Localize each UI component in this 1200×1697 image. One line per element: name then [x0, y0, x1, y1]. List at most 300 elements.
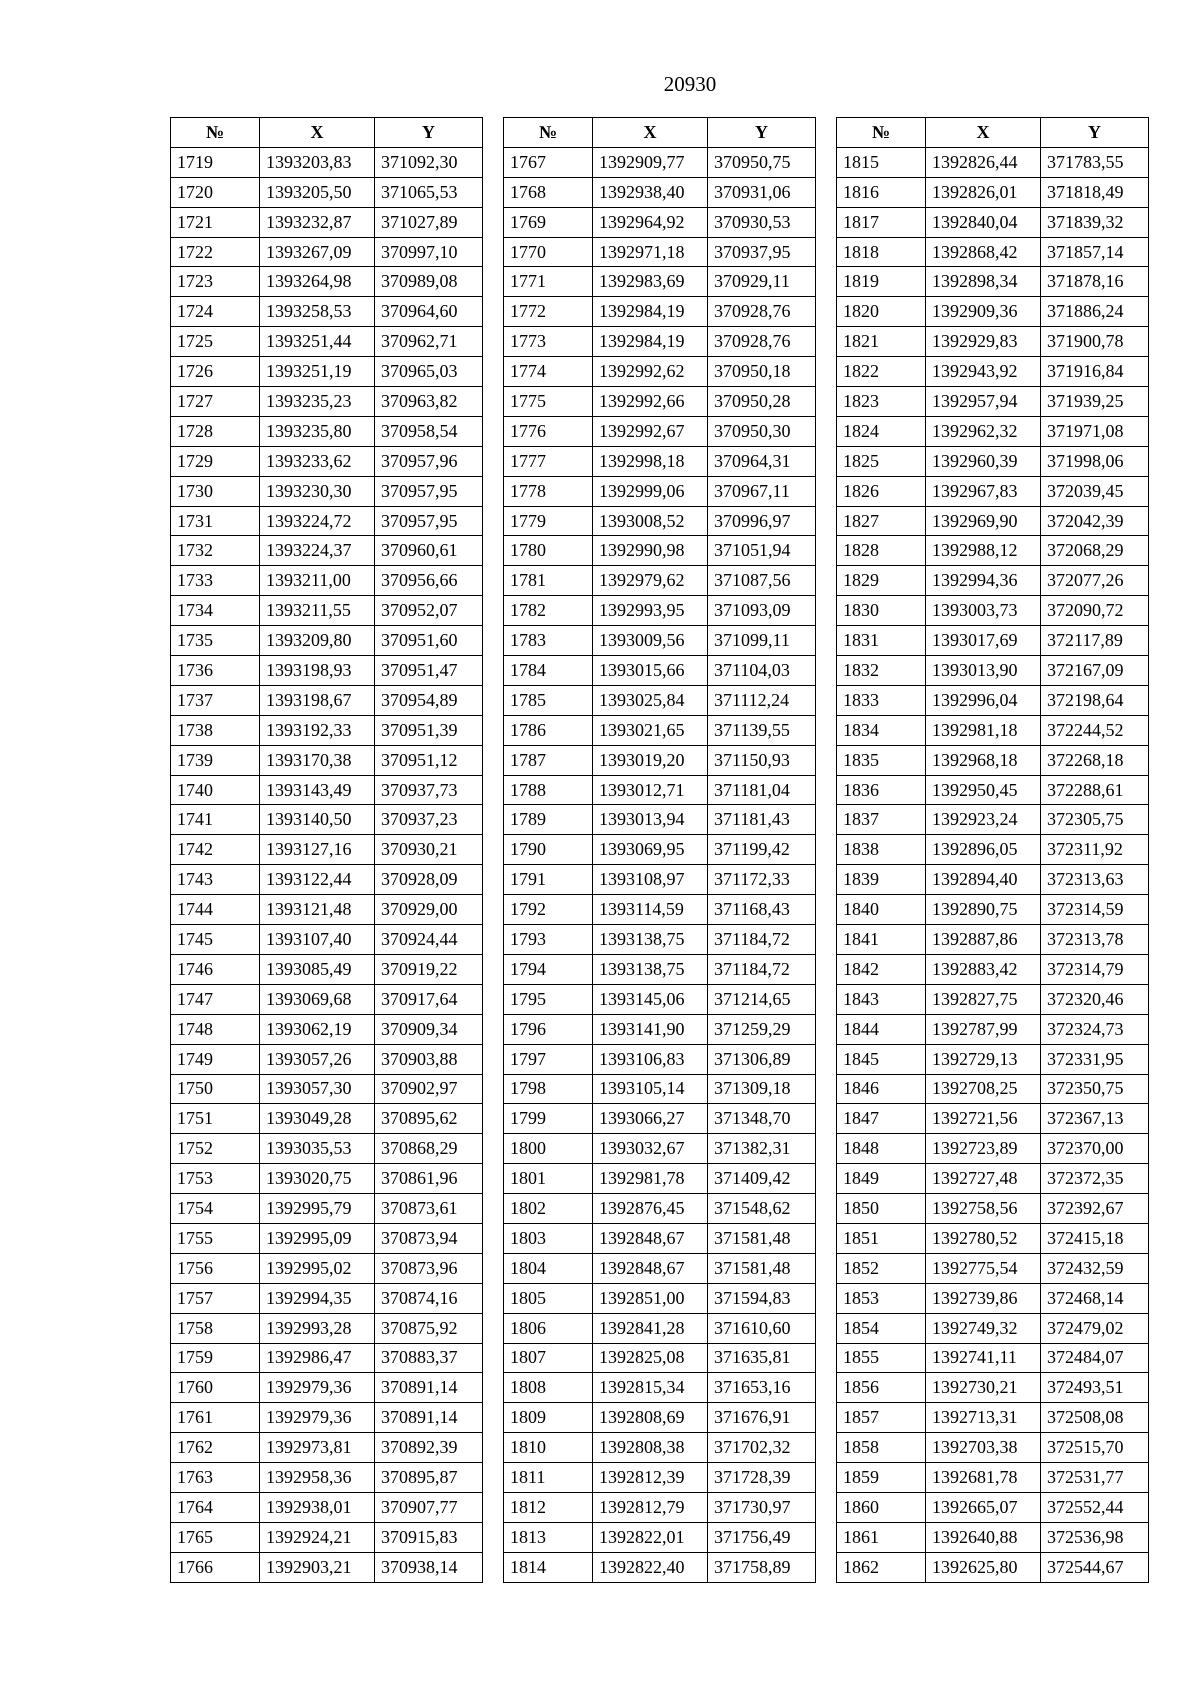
y-coordinate: 371199,42 — [708, 835, 816, 865]
table-row — [837, 1433, 1149, 1463]
x-coordinate: 1392964,92 — [593, 207, 708, 237]
table-row — [504, 237, 816, 267]
x-coordinate: 1392787,99 — [926, 1014, 1041, 1044]
point-number: 1733 — [171, 566, 260, 596]
point-number: 1824 — [837, 416, 926, 446]
table-row — [171, 476, 483, 506]
x-coordinate: 1392827,75 — [926, 984, 1041, 1014]
y-coordinate: 372244,52 — [1041, 715, 1149, 745]
table-row — [171, 1253, 483, 1283]
x-coordinate: 1393025,84 — [593, 685, 708, 715]
y-coordinate: 370963,82 — [375, 387, 483, 417]
x-coordinate: 1392665,07 — [926, 1492, 1041, 1522]
y-coordinate: 372531,77 — [1041, 1463, 1149, 1493]
point-number: 1849 — [837, 1164, 926, 1194]
table-row — [171, 596, 483, 626]
x-coordinate: 1392968,18 — [926, 745, 1041, 775]
point-number: 1729 — [171, 446, 260, 476]
y-coordinate: 372432,59 — [1041, 1253, 1149, 1283]
x-coordinate: 1392981,78 — [593, 1164, 708, 1194]
y-coordinate: 370861,96 — [375, 1164, 483, 1194]
table-row — [504, 267, 816, 297]
y-coordinate: 370996,97 — [708, 506, 816, 536]
x-coordinate: 1392851,00 — [593, 1283, 708, 1313]
table-row — [504, 1373, 816, 1403]
point-number: 1862 — [837, 1552, 926, 1582]
point-number: 1805 — [504, 1283, 593, 1313]
table-row — [171, 984, 483, 1014]
point-number: 1822 — [837, 357, 926, 387]
table-row — [171, 416, 483, 446]
table-row — [837, 1283, 1149, 1313]
x-coordinate: 1392994,36 — [926, 566, 1041, 596]
point-number: 1846 — [837, 1074, 926, 1104]
y-coordinate: 370928,76 — [708, 297, 816, 327]
point-number: 1780 — [504, 536, 593, 566]
x-coordinate: 1393069,95 — [593, 835, 708, 865]
x-coordinate: 1392822,01 — [593, 1522, 708, 1552]
table-row — [837, 416, 1149, 446]
table-row — [504, 984, 816, 1014]
x-coordinate: 1392729,13 — [926, 1044, 1041, 1074]
point-number: 1777 — [504, 446, 593, 476]
point-number: 1860 — [837, 1492, 926, 1522]
point-number: 1852 — [837, 1253, 926, 1283]
y-coordinate: 371027,89 — [375, 207, 483, 237]
table-row — [171, 1522, 483, 1552]
x-coordinate: 1392681,78 — [926, 1463, 1041, 1493]
y-coordinate: 371184,72 — [708, 954, 816, 984]
x-coordinate: 1392979,36 — [260, 1373, 375, 1403]
table-row — [504, 1014, 816, 1044]
header-y: Y — [1041, 118, 1149, 148]
point-number: 1723 — [171, 267, 260, 297]
y-coordinate: 372493,51 — [1041, 1373, 1149, 1403]
table-row — [504, 925, 816, 955]
x-coordinate: 1393233,62 — [260, 446, 375, 476]
y-coordinate: 370891,14 — [375, 1403, 483, 1433]
y-coordinate: 370967,11 — [708, 476, 816, 506]
table-row — [171, 536, 483, 566]
point-number: 1787 — [504, 745, 593, 775]
y-coordinate: 372536,98 — [1041, 1522, 1149, 1552]
header-number: № — [504, 118, 593, 148]
y-coordinate: 370919,22 — [375, 954, 483, 984]
table-row — [504, 1223, 816, 1253]
x-coordinate: 1392898,34 — [926, 267, 1041, 297]
table-row — [837, 596, 1149, 626]
y-coordinate: 370957,95 — [375, 506, 483, 536]
y-coordinate: 370875,92 — [375, 1313, 483, 1343]
point-number: 1735 — [171, 626, 260, 656]
x-coordinate: 1392708,25 — [926, 1074, 1041, 1104]
point-number: 1750 — [171, 1074, 260, 1104]
x-coordinate: 1392840,04 — [926, 207, 1041, 237]
x-coordinate: 1393085,49 — [260, 954, 375, 984]
table-row — [504, 775, 816, 805]
point-number: 1739 — [171, 745, 260, 775]
x-coordinate: 1393211,00 — [260, 566, 375, 596]
y-coordinate: 371112,24 — [708, 685, 816, 715]
y-coordinate: 371635,81 — [708, 1343, 816, 1373]
point-number: 1856 — [837, 1373, 926, 1403]
point-number: 1825 — [837, 446, 926, 476]
point-number: 1807 — [504, 1343, 593, 1373]
x-coordinate: 1392958,36 — [260, 1463, 375, 1493]
y-coordinate: 370951,12 — [375, 745, 483, 775]
y-coordinate: 372350,75 — [1041, 1074, 1149, 1104]
y-coordinate: 370892,39 — [375, 1433, 483, 1463]
x-coordinate: 1392969,90 — [926, 506, 1041, 536]
x-coordinate: 1393235,23 — [260, 387, 375, 417]
point-number: 1786 — [504, 715, 593, 745]
point-number: 1772 — [504, 297, 593, 327]
table-row — [504, 596, 816, 626]
x-coordinate: 1392943,92 — [926, 357, 1041, 387]
y-coordinate: 370960,61 — [375, 536, 483, 566]
x-coordinate: 1392981,18 — [926, 715, 1041, 745]
y-coordinate: 371348,70 — [708, 1104, 816, 1134]
table-row — [504, 1134, 816, 1164]
table-row — [837, 656, 1149, 686]
x-coordinate: 1392993,95 — [593, 596, 708, 626]
y-coordinate: 371971,08 — [1041, 416, 1149, 446]
point-number: 1724 — [171, 297, 260, 327]
y-coordinate: 370950,28 — [708, 387, 816, 417]
header-x: X — [926, 118, 1041, 148]
y-coordinate: 372544,67 — [1041, 1552, 1149, 1582]
point-number: 1808 — [504, 1373, 593, 1403]
y-coordinate: 371900,78 — [1041, 327, 1149, 357]
x-coordinate: 1392993,28 — [260, 1313, 375, 1343]
table-row — [504, 685, 816, 715]
y-coordinate: 372484,07 — [1041, 1343, 1149, 1373]
x-coordinate: 1392812,79 — [593, 1492, 708, 1522]
point-number: 1743 — [171, 865, 260, 895]
table-row — [837, 745, 1149, 775]
table-row — [504, 626, 816, 656]
table-row — [837, 715, 1149, 745]
table-row — [504, 895, 816, 925]
point-number: 1751 — [171, 1104, 260, 1134]
y-coordinate: 372324,73 — [1041, 1014, 1149, 1044]
header-x: X — [260, 118, 375, 148]
point-number: 1744 — [171, 895, 260, 925]
x-coordinate: 1392995,09 — [260, 1223, 375, 1253]
point-number: 1791 — [504, 865, 593, 895]
y-coordinate: 370873,96 — [375, 1253, 483, 1283]
table-row — [171, 1313, 483, 1343]
table-row — [504, 536, 816, 566]
point-number: 1819 — [837, 267, 926, 297]
point-number: 1847 — [837, 1104, 926, 1134]
y-coordinate: 371939,25 — [1041, 387, 1149, 417]
x-coordinate: 1393224,72 — [260, 506, 375, 536]
table-row — [837, 775, 1149, 805]
point-number: 1747 — [171, 984, 260, 1014]
x-coordinate: 1392924,21 — [260, 1522, 375, 1552]
table-row — [504, 387, 816, 417]
table-row — [837, 1373, 1149, 1403]
x-coordinate: 1393230,30 — [260, 476, 375, 506]
point-number: 1823 — [837, 387, 926, 417]
x-coordinate: 1392984,19 — [593, 297, 708, 327]
x-coordinate: 1393264,98 — [260, 267, 375, 297]
table-row — [837, 1223, 1149, 1253]
table-row — [837, 1552, 1149, 1582]
point-number: 1740 — [171, 775, 260, 805]
y-coordinate: 370895,62 — [375, 1104, 483, 1134]
y-coordinate: 372314,59 — [1041, 895, 1149, 925]
x-coordinate: 1393232,87 — [260, 207, 375, 237]
y-coordinate: 371214,65 — [708, 984, 816, 1014]
x-coordinate: 1393251,19 — [260, 357, 375, 387]
x-coordinate: 1392992,66 — [593, 387, 708, 417]
point-number: 1814 — [504, 1552, 593, 1582]
x-coordinate: 1393035,53 — [260, 1134, 375, 1164]
point-number: 1832 — [837, 656, 926, 686]
table-row — [171, 297, 483, 327]
table-row — [171, 865, 483, 895]
table-row — [837, 984, 1149, 1014]
point-number: 1840 — [837, 895, 926, 925]
point-number: 1721 — [171, 207, 260, 237]
point-number: 1766 — [171, 1552, 260, 1582]
x-coordinate: 1393251,44 — [260, 327, 375, 357]
x-coordinate: 1393108,97 — [593, 865, 708, 895]
x-coordinate: 1392957,94 — [926, 387, 1041, 417]
y-coordinate: 372311,92 — [1041, 835, 1149, 865]
table-row — [171, 446, 483, 476]
table-row — [504, 446, 816, 476]
x-coordinate: 1392841,28 — [593, 1313, 708, 1343]
point-number: 1764 — [171, 1492, 260, 1522]
point-number: 1816 — [837, 177, 926, 207]
table-row — [504, 745, 816, 775]
point-number: 1775 — [504, 387, 593, 417]
table-row — [504, 566, 816, 596]
point-number: 1719 — [171, 147, 260, 177]
table-row — [171, 1014, 483, 1044]
y-coordinate: 372552,44 — [1041, 1492, 1149, 1522]
x-coordinate: 1393017,69 — [926, 626, 1041, 656]
x-coordinate: 1393114,59 — [593, 895, 708, 925]
y-coordinate: 371839,32 — [1041, 207, 1149, 237]
table-row — [504, 147, 816, 177]
x-coordinate: 1393008,52 — [593, 506, 708, 536]
table-row — [837, 685, 1149, 715]
table-row — [837, 387, 1149, 417]
point-number: 1737 — [171, 685, 260, 715]
point-number: 1756 — [171, 1253, 260, 1283]
x-coordinate: 1392962,32 — [926, 416, 1041, 446]
table-row — [837, 925, 1149, 955]
x-coordinate: 1393145,06 — [593, 984, 708, 1014]
point-number: 1799 — [504, 1104, 593, 1134]
x-coordinate: 1392995,79 — [260, 1194, 375, 1224]
table-row — [837, 446, 1149, 476]
x-coordinate: 1392808,38 — [593, 1433, 708, 1463]
table-row — [837, 506, 1149, 536]
table-row — [504, 715, 816, 745]
point-number: 1736 — [171, 656, 260, 686]
table-row — [837, 177, 1149, 207]
x-coordinate: 1393209,80 — [260, 626, 375, 656]
x-coordinate: 1393105,14 — [593, 1074, 708, 1104]
table-row — [171, 237, 483, 267]
table-row — [171, 1283, 483, 1313]
point-number: 1789 — [504, 805, 593, 835]
point-number: 1793 — [504, 925, 593, 955]
x-coordinate: 1392903,21 — [260, 1552, 375, 1582]
point-number: 1858 — [837, 1433, 926, 1463]
x-coordinate: 1392929,83 — [926, 327, 1041, 357]
x-coordinate: 1392890,75 — [926, 895, 1041, 925]
y-coordinate: 371382,31 — [708, 1134, 816, 1164]
x-coordinate: 1393258,53 — [260, 297, 375, 327]
point-number: 1859 — [837, 1463, 926, 1493]
point-number: 1826 — [837, 476, 926, 506]
x-coordinate: 1392999,06 — [593, 476, 708, 506]
y-coordinate: 371581,48 — [708, 1223, 816, 1253]
point-number: 1776 — [504, 416, 593, 446]
table-row — [171, 954, 483, 984]
x-coordinate: 1392986,47 — [260, 1343, 375, 1373]
x-coordinate: 1393138,75 — [593, 954, 708, 984]
y-coordinate: 370951,39 — [375, 715, 483, 745]
y-coordinate: 372068,29 — [1041, 536, 1149, 566]
x-coordinate: 1393127,16 — [260, 835, 375, 865]
x-coordinate: 1393198,67 — [260, 685, 375, 715]
point-number: 1774 — [504, 357, 593, 387]
x-coordinate: 1392815,34 — [593, 1373, 708, 1403]
x-coordinate: 1392990,98 — [593, 536, 708, 566]
x-coordinate: 1393021,65 — [593, 715, 708, 745]
x-coordinate: 1392971,18 — [593, 237, 708, 267]
y-coordinate: 370915,83 — [375, 1522, 483, 1552]
x-coordinate: 1392876,45 — [593, 1194, 708, 1224]
x-coordinate: 1392625,80 — [926, 1552, 1041, 1582]
point-number: 1722 — [171, 237, 260, 267]
y-coordinate: 370957,95 — [375, 476, 483, 506]
y-coordinate: 371306,89 — [708, 1044, 816, 1074]
y-coordinate: 372508,08 — [1041, 1403, 1149, 1433]
x-coordinate: 1392822,40 — [593, 1552, 708, 1582]
header-x: X — [593, 118, 708, 148]
point-number: 1812 — [504, 1492, 593, 1522]
table-row — [837, 1044, 1149, 1074]
y-coordinate: 370937,73 — [375, 775, 483, 805]
x-coordinate: 1393107,40 — [260, 925, 375, 955]
point-number: 1720 — [171, 177, 260, 207]
table-row — [504, 1552, 816, 1582]
point-number: 1745 — [171, 925, 260, 955]
table-row — [171, 685, 483, 715]
table-row — [504, 805, 816, 835]
table-row — [837, 1463, 1149, 1493]
y-coordinate: 371092,30 — [375, 147, 483, 177]
y-coordinate: 370964,60 — [375, 297, 483, 327]
point-number: 1765 — [171, 1522, 260, 1552]
x-coordinate: 1393140,50 — [260, 805, 375, 835]
point-number: 1834 — [837, 715, 926, 745]
y-coordinate: 370952,07 — [375, 596, 483, 626]
table-row — [504, 1433, 816, 1463]
y-coordinate: 370895,87 — [375, 1463, 483, 1493]
table-row — [837, 147, 1149, 177]
y-coordinate: 372515,70 — [1041, 1433, 1149, 1463]
x-coordinate: 1393235,80 — [260, 416, 375, 446]
point-number: 1843 — [837, 984, 926, 1014]
point-number: 1845 — [837, 1044, 926, 1074]
point-number: 1790 — [504, 835, 593, 865]
point-number: 1804 — [504, 1253, 593, 1283]
x-coordinate: 1392640,88 — [926, 1522, 1041, 1552]
table-row — [171, 1373, 483, 1403]
y-coordinate: 370924,44 — [375, 925, 483, 955]
point-number: 1782 — [504, 596, 593, 626]
x-coordinate: 1393009,56 — [593, 626, 708, 656]
table-row — [504, 1492, 816, 1522]
y-coordinate: 371181,43 — [708, 805, 816, 835]
y-coordinate: 371702,32 — [708, 1433, 816, 1463]
x-coordinate: 1392713,31 — [926, 1403, 1041, 1433]
point-number: 1835 — [837, 745, 926, 775]
table-row — [504, 835, 816, 865]
y-coordinate: 372288,61 — [1041, 775, 1149, 805]
point-number: 1851 — [837, 1223, 926, 1253]
y-coordinate: 371756,49 — [708, 1522, 816, 1552]
point-number: 1738 — [171, 715, 260, 745]
y-coordinate: 371184,72 — [708, 925, 816, 955]
y-coordinate: 372117,89 — [1041, 626, 1149, 656]
y-coordinate: 371259,29 — [708, 1014, 816, 1044]
y-coordinate: 370950,30 — [708, 416, 816, 446]
x-coordinate: 1392741,11 — [926, 1343, 1041, 1373]
table-row — [171, 1044, 483, 1074]
x-coordinate: 1393012,71 — [593, 775, 708, 805]
x-coordinate: 1392825,08 — [593, 1343, 708, 1373]
point-number: 1727 — [171, 387, 260, 417]
point-number: 1797 — [504, 1044, 593, 1074]
x-coordinate: 1392848,67 — [593, 1223, 708, 1253]
table-row — [837, 954, 1149, 984]
y-coordinate: 371168,43 — [708, 895, 816, 925]
table-row — [837, 237, 1149, 267]
y-coordinate: 371916,84 — [1041, 357, 1149, 387]
table-row — [504, 1253, 816, 1283]
x-coordinate: 1392992,62 — [593, 357, 708, 387]
x-coordinate: 1392775,54 — [926, 1253, 1041, 1283]
point-number: 1802 — [504, 1194, 593, 1224]
y-coordinate: 371051,94 — [708, 536, 816, 566]
y-coordinate: 372198,64 — [1041, 685, 1149, 715]
point-number: 1762 — [171, 1433, 260, 1463]
table-row — [171, 925, 483, 955]
point-number: 1761 — [171, 1403, 260, 1433]
coordinates-table-2 — [503, 117, 816, 1583]
table-row — [171, 506, 483, 536]
x-coordinate: 1392984,19 — [593, 327, 708, 357]
table-row — [171, 1134, 483, 1164]
y-coordinate: 371150,93 — [708, 745, 816, 775]
x-coordinate: 1393019,20 — [593, 745, 708, 775]
y-coordinate: 371730,97 — [708, 1492, 816, 1522]
point-number: 1752 — [171, 1134, 260, 1164]
point-number: 1828 — [837, 536, 926, 566]
point-number: 1769 — [504, 207, 593, 237]
table-row — [837, 895, 1149, 925]
